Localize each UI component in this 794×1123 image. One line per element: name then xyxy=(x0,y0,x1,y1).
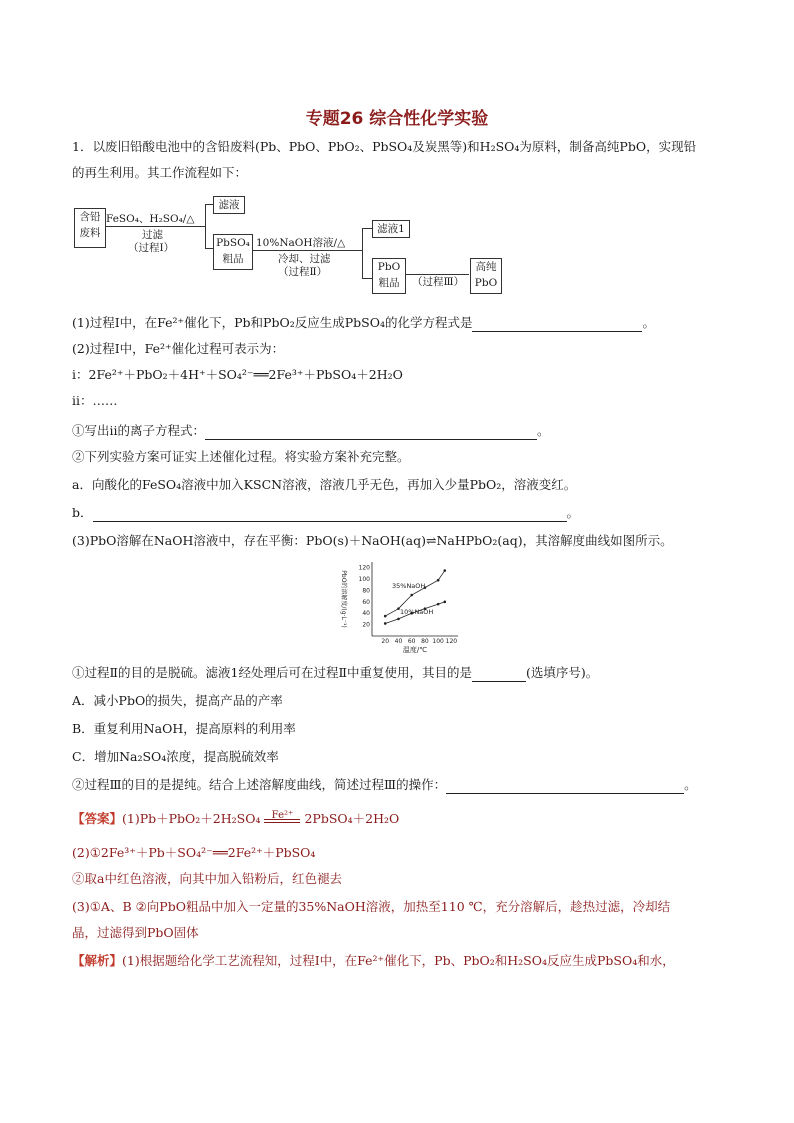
x-axis-label: 温度/℃ xyxy=(402,646,428,654)
analysis-tag: 【解析】 xyxy=(72,953,123,968)
answer-line-1 xyxy=(72,810,732,828)
x-tick-label: 100 xyxy=(432,638,444,645)
step2-name: （过程Ⅱ） xyxy=(278,266,328,278)
crude-pbo-label-2: 粗品 xyxy=(378,277,400,289)
raw-material-label-2: 废料 xyxy=(79,227,101,239)
x-tick-label: 20 xyxy=(381,638,390,645)
data-point xyxy=(443,569,446,572)
arrow-line-step2 xyxy=(252,250,362,251)
branch2-bottom xyxy=(362,278,372,279)
arrow-line-step1 xyxy=(105,226,205,227)
answer-blank-3[interactable] xyxy=(93,507,567,522)
arrow-line-step3 xyxy=(405,274,469,275)
option-b-label: b． xyxy=(72,505,93,520)
choice-b: B．重复利用NaOH，提高原料的利用率 xyxy=(72,721,296,736)
choice-a: A．减小PbO的损失，提高产品的产率 xyxy=(72,693,283,708)
answer-blank-1[interactable] xyxy=(472,317,642,332)
data-point xyxy=(397,618,400,621)
crude-pbso4-box xyxy=(213,234,253,270)
period: 。 xyxy=(684,777,697,792)
y-tick-label: 120 xyxy=(358,564,370,572)
part-1-text: (1)过程Ⅰ中，在Fe²⁺催化下，Pb和PbO₂反应生成PbSO₄的化学方程式是 xyxy=(72,315,473,330)
question-intro-line-1: 1．以废旧铅酸电池中的含铅废料(Pb、PbO、PbO₂、PbSO₄及炭黑等)和H₂SO₄为原料，制备高纯PbO，实现铅 xyxy=(72,139,697,154)
data-point xyxy=(384,615,387,618)
pure-pbo-label-1: 高纯 xyxy=(475,261,497,273)
answer-line-4: (3)①A、B ②向PbO粗品中加入一定量的35%NaOH溶液，加热至110 ℃，充分溶解后，趁热过滤，冷却结 xyxy=(72,899,671,914)
catalyst-label: Fe²⁺ xyxy=(271,810,294,821)
page-title: 专题26 综合性化学实验 xyxy=(305,109,489,129)
y-tick-label: 20 xyxy=(362,621,370,629)
period: 。 xyxy=(537,423,550,438)
data-point xyxy=(384,622,387,625)
answer-line-2: (2)①2Fe³⁺＋Pb＋SO₄²⁻══2Fe²⁺＋PbSO₄ xyxy=(72,845,316,860)
step2-reagent: 10%NaOH溶液/△ xyxy=(256,237,346,249)
y-tick-label: 40 xyxy=(362,610,370,618)
data-point xyxy=(437,603,440,606)
filtrate-box: 滤液 xyxy=(213,196,245,214)
question-part-3-1 xyxy=(72,664,732,682)
part-3-1-text: ①过程Ⅱ的目的是脱硫。滤液1经处理后可在过程Ⅱ中重复使用，其目的是 xyxy=(72,665,472,680)
part-3-1-tail: (选填序号)。 xyxy=(525,665,599,680)
x-tick-label: 60 xyxy=(407,638,416,645)
period: 。 xyxy=(642,315,655,330)
crude-pbso4-label-1: PbSO₄ xyxy=(216,237,250,249)
branch-line-1 xyxy=(205,204,206,248)
crude-pbo-box xyxy=(372,258,406,294)
data-point xyxy=(410,594,413,597)
part-3-2-text: ②过程Ⅲ的目的是提纯。结合上述溶解度曲线，简述过程Ⅲ的操作： xyxy=(72,777,447,792)
answer-line-3: ②取a中红色溶液，向其中加入铅粉后，红色褪去 xyxy=(72,871,342,886)
equation-ii: ⅱ：…… xyxy=(72,393,118,408)
answer-1-left: (1)Pb＋PbO₂＋2H₂SO₄ xyxy=(122,811,261,826)
branch-line-2 xyxy=(362,228,363,278)
x-tick-label: 120 xyxy=(445,638,458,645)
y-tick-label: 100 xyxy=(358,576,370,584)
answer-blank-4[interactable] xyxy=(472,667,526,682)
choice-c: C．增加Na₂SO₄浓度，提高脱硫效率 xyxy=(72,749,279,764)
question-part-2-1 xyxy=(72,422,732,440)
option-a-line: a．向酸化的FeSO₄溶液中加入KSCN溶液，溶液几乎无色，再加入少量PbO₂，溶液变红。 xyxy=(72,477,577,492)
x-tick-label: 40 xyxy=(394,638,403,645)
process-flow-diagram xyxy=(72,196,512,300)
question-part-1 xyxy=(72,314,732,332)
answer-blank-5[interactable] xyxy=(446,779,684,794)
data-point xyxy=(437,579,440,582)
pure-pbo-box xyxy=(470,258,502,294)
step1-operation: 过滤 xyxy=(142,229,163,241)
data-point xyxy=(443,601,446,604)
question-part-3-2 xyxy=(72,776,732,794)
pure-pbo-label-2: PbO xyxy=(474,277,498,289)
y-tick-label: 80 xyxy=(362,587,370,595)
crude-pbso4-label-2: 粗品 xyxy=(222,253,244,265)
answer-blank-2[interactable] xyxy=(205,425,537,440)
period: 。 xyxy=(566,505,580,520)
series-label: 10%NaOH xyxy=(400,608,434,616)
question-intro-line-2: 的再生利用。其工作流程如下： xyxy=(72,165,248,180)
y-axis-label: PbO的溶解度/(g·L⁻¹) xyxy=(340,570,347,628)
branch2-top xyxy=(362,228,372,229)
equation-i: ⅰ：2Fe²⁺＋PbO₂＋4H⁺＋SO₄²⁻══2Fe³⁺＋PbSO₄＋2H₂O xyxy=(72,367,403,382)
filtrate1-box: 滤液1 xyxy=(372,220,410,238)
answer-tag: 【答案】 xyxy=(72,811,123,826)
question-part-3: (3)PbO溶解在NaOH溶液中，存在平衡：PbO(s)＋NaOH(aq)⇌NaHPbO₂(aq)，其溶解度曲线如图所示。 xyxy=(72,533,673,548)
catalyst-arrow xyxy=(264,810,300,828)
crude-pbo-label-1: PbO xyxy=(377,261,401,273)
step2-operation: 冷却、过滤 xyxy=(278,253,331,265)
question-part-2-2: ②下列实验方案可证实上述催化过程。将实验方案补充完整。 xyxy=(72,449,410,464)
analysis-line xyxy=(72,952,732,970)
x-tick-label: 80 xyxy=(421,638,429,645)
question-part-2: (2)过程Ⅰ中，Fe²⁺催化过程可表示为： xyxy=(72,341,285,356)
y-tick-label: 60 xyxy=(362,598,370,606)
raw-material-box xyxy=(74,208,106,248)
branch-bottom xyxy=(205,248,213,249)
series-label: 35%NaOH xyxy=(392,582,426,590)
raw-material-label-1: 含铅 xyxy=(79,211,101,223)
part-2-1-text: ①写出ⅱ的离子方程式： xyxy=(72,423,205,438)
answer-1-right: 2PbSO₄＋2H₂O xyxy=(304,811,400,826)
analysis-text: (1)根据题给化学工艺流程知，过程Ⅰ中，在Fe²⁺催化下，Pb、PbO₂和H₂SO₄反应生成PbSO₄和水， xyxy=(122,953,675,968)
step3-name: （过程Ⅲ） xyxy=(412,276,465,288)
step1-reagent: FeSO₄、H₂SO₄/△ xyxy=(106,213,195,225)
solubility-chart xyxy=(330,556,470,656)
step1-name: （过程Ⅰ） xyxy=(128,242,175,254)
option-b-line xyxy=(72,504,732,522)
branch-top xyxy=(205,204,213,205)
answer-line-5: 晶，过滤得到PbO固体 xyxy=(72,925,199,940)
